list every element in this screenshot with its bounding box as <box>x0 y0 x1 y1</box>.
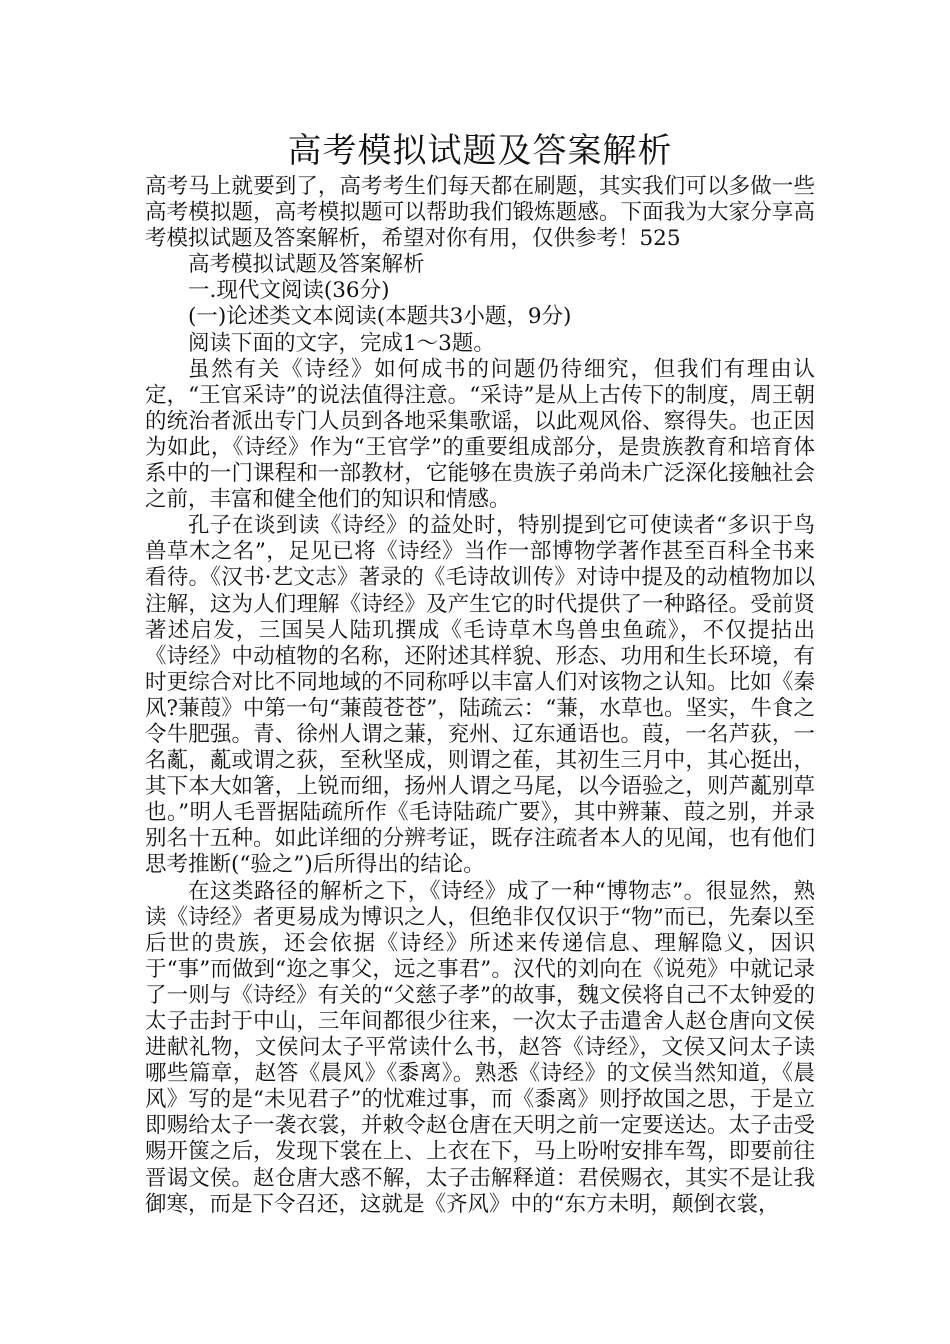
subtitle: 高考模拟试题及答案解析 <box>188 252 425 278</box>
instruction: 阅读下面的文字，完成1～3题。 <box>188 330 495 356</box>
body-paragraph-1: 虽然有关《诗经》如何成书的问题仍待细究，但我们有理由认定，“王官采诗”的说法值得注意。“采诗”是从上古传下的制度，周王朝的统治者派出专门人员到各地采集歌谣，以此观风俗、察得失。也正因为如此，《诗经》作为“王官学”的重要组成部分，是贵族教育和培育体系中的一门课程和一部教材，它能够在贵族子弟尚未广泛深化接触社会之前，丰富和健全他们的知识和情感。 <box>145 356 815 513</box>
body-paragraph-2: 孔子在谈到读《诗经》的益处时，特别提到它可使读者“多识于鸟兽草木之名”，足见已将《诗经》当作一部博物学著作甚至百科全书来看待。《汉书·艺文志》著录的《毛诗故训传》对诗中提及的动植物加以注解，这为人们理解《诗经》及产生它的时代提供了一种路径。受前贤著述启发，三国吴人陆玑撰成《毛诗草木鸟兽虫鱼疏》，不仅提拈出《诗经》中动植物的名称，还附述其样貌、形态、功用和生长环境，有时更综合对比不同地域的不同称呼以丰富人们对该物之认知。比如《秦风?蒹葭》中第一句“蒹葭苍苍”，陆疏云：“蒹，水草也。坚实，牛食之令牛肥强。青、徐州人谓之蒹，兖州、辽东通语也。葭，一名芦荻，一名薍，薍或谓之荻，至秋坚成，则谓之萑，其初生三月中，其心挺出，其下本大如箸，上锐而细，扬州人谓之马尾，以今语验之，则芦薍别草也。”明人毛晋据陆疏所作《毛诗陆疏广要》，其中辨蒹、葭之别，并录别名十五种。如此详细的分辨考证，既存注疏者本人的见闻，也有他们思考推断(“验之”)后所得出的结论。 <box>145 513 815 878</box>
subsection-heading: (一)论述类文本阅读(本题共3小题，9分) <box>188 304 572 330</box>
document-page <box>145 128 815 1218</box>
document-title: 高考模拟试题及答案解析 <box>287 131 673 171</box>
body-paragraph-3: 在这类路径的解析之下，《诗经》成了一种“博物志”。很显然，熟读《诗经》者更易成为博识之人，但绝非仅仅识于“物”而已，先秦以至后世的贵族，还会依据《诗经》所述来传递信息、理解隐义，因识于“事”而做到“迩之事父，远之事君”。汉代的刘向在《说苑》中就记录了一则与《诗经》有关的“父慈子孝”的故事，魏文侯将自己不太钟爱的太子击封于中山，三年间都很少往来，一次太子击遣舍人赵仓唐向文侯进献礼物，文侯问太子平常读什么书，赵答《诗经》，文侯又问太子读哪些篇章，赵答《晨风》《黍离》。熟悉《诗经》的文侯当然知道，《晨风》写的是“未见君子”的忧难过事，而《黍离》则抒故国之思，于是立即赐给太子一袭衣裳，并敕令赵仓唐在天明之前一定要送达。太子击受赐开箧之后，发现下裳在上、上衣在下，马上吩咐安排车驾，即要前往晋谒文侯。赵仓唐大惑不解，太子击解释道：君侯赐衣，其实不是让我御寒，而是下令召还，这就是《齐风》中的“东方未明，颠倒衣裳， <box>145 878 815 1217</box>
section-heading: 一.现代文阅读(36分) <box>188 278 390 304</box>
intro-paragraph: 高考马上就要到了，高考考生们每天都在刷题，其实我们可以多做一些高考模拟题，高考模拟题可以帮助我们锻炼题感。下面我为大家分享高考模拟试题及答案解析，希望对你有用，仅供参考！525 <box>145 174 815 252</box>
